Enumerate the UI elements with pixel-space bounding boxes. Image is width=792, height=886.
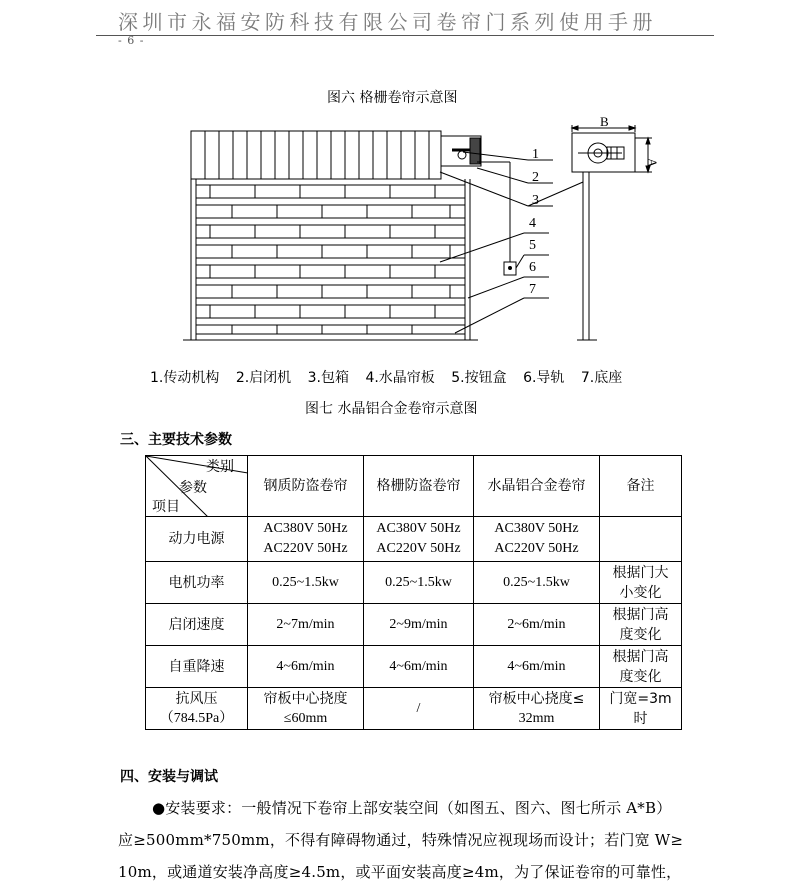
callout-6: 6 [529, 260, 536, 275]
corner-cell [146, 456, 248, 517]
manual-header-title: 深圳市永福安防科技有限公司卷帘门系列使用手册 [118, 10, 657, 34]
legend-item: 1.传动机构 [150, 370, 220, 386]
section4-heading: 四、安装与调试 [120, 769, 218, 785]
callout-5: 5 [529, 238, 536, 253]
install-paragraph-line: 应≥500mm*750mm，不得有障碍物通过，特殊情况应视现场而设计；若门宽 W≥ [118, 831, 684, 849]
table-cell: / [364, 688, 474, 730]
column-header: 格栅防盗卷帘 [364, 456, 474, 517]
table-cell: 4~6m/min [474, 646, 600, 688]
table-cell: 2~7m/min [248, 604, 364, 646]
corner-label-category: 类别 [206, 459, 234, 475]
table-row [146, 604, 682, 646]
table-row [146, 646, 682, 688]
section3-heading: 三、主要技术参数 [120, 432, 232, 448]
table-cell: 0.25~1.5kw [248, 562, 364, 604]
figure7-drawing [0, 0, 792, 400]
legend-item: 5.按钮盒 [451, 370, 507, 386]
table-cell: AC380V 50Hz AC220V 50Hz [364, 517, 474, 562]
legend-item: 2.启闭机 [235, 370, 292, 386]
table-cell: 2~9m/min [364, 604, 474, 646]
roller-shutter-side-view [572, 125, 652, 340]
figure7-caption: 图七 水晶铝合金卷帘示意图 [305, 401, 478, 417]
table-cell: 4~6m/min [364, 646, 474, 688]
row-label: 抗风压 （784.5Pa） [146, 688, 248, 730]
table-cell: 2~6m/min [474, 604, 600, 646]
install-paragraph-line: ●安装要求：一般情况下卷帘上部安装空间（如图五、图六、图七所示 A*B） [152, 799, 672, 817]
table-cell: AC380V 50Hz AC220V 50Hz [474, 517, 600, 562]
callout-leaders [440, 152, 583, 333]
table-row [146, 688, 682, 730]
column-header: 钢质防盗卷帘 [248, 456, 364, 517]
table-row [146, 562, 682, 604]
row-label: 电机功率 [146, 562, 248, 604]
callout-1: 1 [532, 147, 539, 162]
callout-3: 3 [532, 193, 539, 208]
figure6-caption: 图六 格栅卷帘示意图 [327, 90, 458, 106]
legend-item: 4.水晶帘板 [365, 370, 435, 386]
figure7-legend [150, 367, 634, 387]
table-cell: 0.25~1.5kw [364, 562, 474, 604]
legend-item: 7.底座 [580, 370, 623, 386]
table-cell: 4~6m/min [248, 646, 364, 688]
note-cell: 根据门高 度变化 [600, 646, 682, 688]
table-cell: AC380V 50Hz AC220V 50Hz [248, 517, 364, 562]
table-cell: 0.25~1.5kw [474, 562, 600, 604]
corner-label-item: 项目 [152, 499, 180, 515]
box-ribs [205, 131, 429, 179]
install-paragraph-line: 10m，或通道安装净高度≥4.5m，或平面安装高度≥4m，为了保证卷帘的可靠性， [118, 863, 682, 881]
table-cell: 帘板中心挠度 ≤60mm [248, 688, 364, 730]
table-row [146, 517, 682, 562]
note-cell: 根据门高 度变化 [600, 604, 682, 646]
row-label: 自重降速 [146, 646, 248, 688]
column-header: 水晶铝合金卷帘 [474, 456, 600, 517]
page-number: - 6 - [118, 34, 145, 47]
table-cell-empty [600, 517, 682, 562]
note-cell: 根据门大 小变化 [600, 562, 682, 604]
table-header-row [146, 456, 682, 517]
callout-7: 7 [529, 282, 536, 297]
crystal-slats [196, 185, 465, 334]
row-label: 启闭速度 [146, 604, 248, 646]
row-label: 动力电源 [146, 517, 248, 562]
column-header: 备注 [600, 456, 682, 517]
dimension-a-label: A [645, 158, 660, 168]
legend-item: 6.导轨 [523, 370, 565, 386]
note-cell: 门宽=3m 时 [600, 688, 682, 730]
roller-shutter-front-view [183, 131, 516, 340]
table-cell: 帘板中心挠度≤ 32mm [474, 688, 600, 730]
legend-item: 3.包箱 [307, 370, 349, 386]
box-housing [191, 131, 441, 179]
tech-params-table [145, 455, 682, 730]
callout-2: 2 [532, 170, 539, 185]
callout-4: 4 [529, 216, 536, 231]
corner-label-parameter: 参数 [179, 480, 207, 496]
dimension-b-label: B [600, 114, 609, 129]
